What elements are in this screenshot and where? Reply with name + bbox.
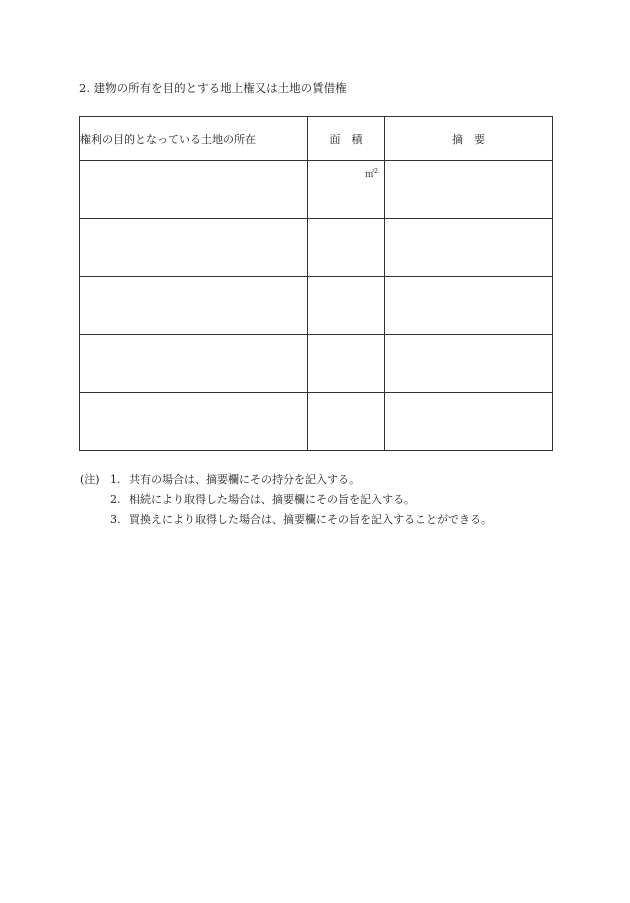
cell-land-location[interactable] xyxy=(80,161,308,219)
section-title: 2. 建物の所有を目的とする地上権又は土地の賃借権 xyxy=(79,81,347,95)
table-header-row xyxy=(80,117,553,161)
cell-land-location[interactable] xyxy=(80,393,308,451)
note-item xyxy=(80,470,492,490)
notes-section xyxy=(80,470,492,530)
notes-prefix: (注) xyxy=(80,473,100,486)
cell-remarks[interactable] xyxy=(385,219,553,277)
cell-area[interactable] xyxy=(308,335,385,393)
note-text: 相続により取得した場合は、摘要欄にその旨を記入する。 xyxy=(129,493,415,506)
note-indent xyxy=(80,510,110,530)
cell-remarks[interactable] xyxy=(385,277,553,335)
cell-remarks[interactable] xyxy=(385,161,553,219)
cell-remarks[interactable] xyxy=(385,393,553,451)
cell-area[interactable] xyxy=(308,219,385,277)
table-row xyxy=(80,335,553,393)
note-indent xyxy=(80,490,110,510)
area-unit-superscript: 2 xyxy=(374,168,378,175)
cell-land-location[interactable] xyxy=(80,335,308,393)
table-row xyxy=(80,393,553,451)
area-unit xyxy=(365,167,378,180)
note-text: 共有の場合は、摘要欄にその持分を記入する。 xyxy=(129,473,360,486)
cell-land-location[interactable] xyxy=(80,219,308,277)
cell-land-location[interactable] xyxy=(80,277,308,335)
note-number: 1. xyxy=(110,473,121,486)
table-row xyxy=(80,277,553,335)
area-unit-text: ㎡ xyxy=(365,170,375,180)
table-row xyxy=(80,219,553,277)
header-land-location: 権利の目的となっている土地の所在 xyxy=(80,117,308,161)
table-row xyxy=(80,161,553,219)
cell-area[interactable] xyxy=(308,393,385,451)
note-text: 買換えにより取得した場合は、摘要欄にその旨を記入することができる。 xyxy=(129,513,492,526)
cell-area[interactable] xyxy=(308,277,385,335)
header-remarks: 摘 要 xyxy=(385,117,553,161)
note-item xyxy=(80,490,492,510)
note-number: 3. xyxy=(110,513,121,526)
cell-remarks[interactable] xyxy=(385,335,553,393)
header-area: 面 積 xyxy=(308,117,385,161)
note-item xyxy=(80,510,492,530)
land-rights-table xyxy=(79,116,553,451)
cell-area[interactable] xyxy=(308,161,385,219)
note-number: 2. xyxy=(110,493,121,506)
